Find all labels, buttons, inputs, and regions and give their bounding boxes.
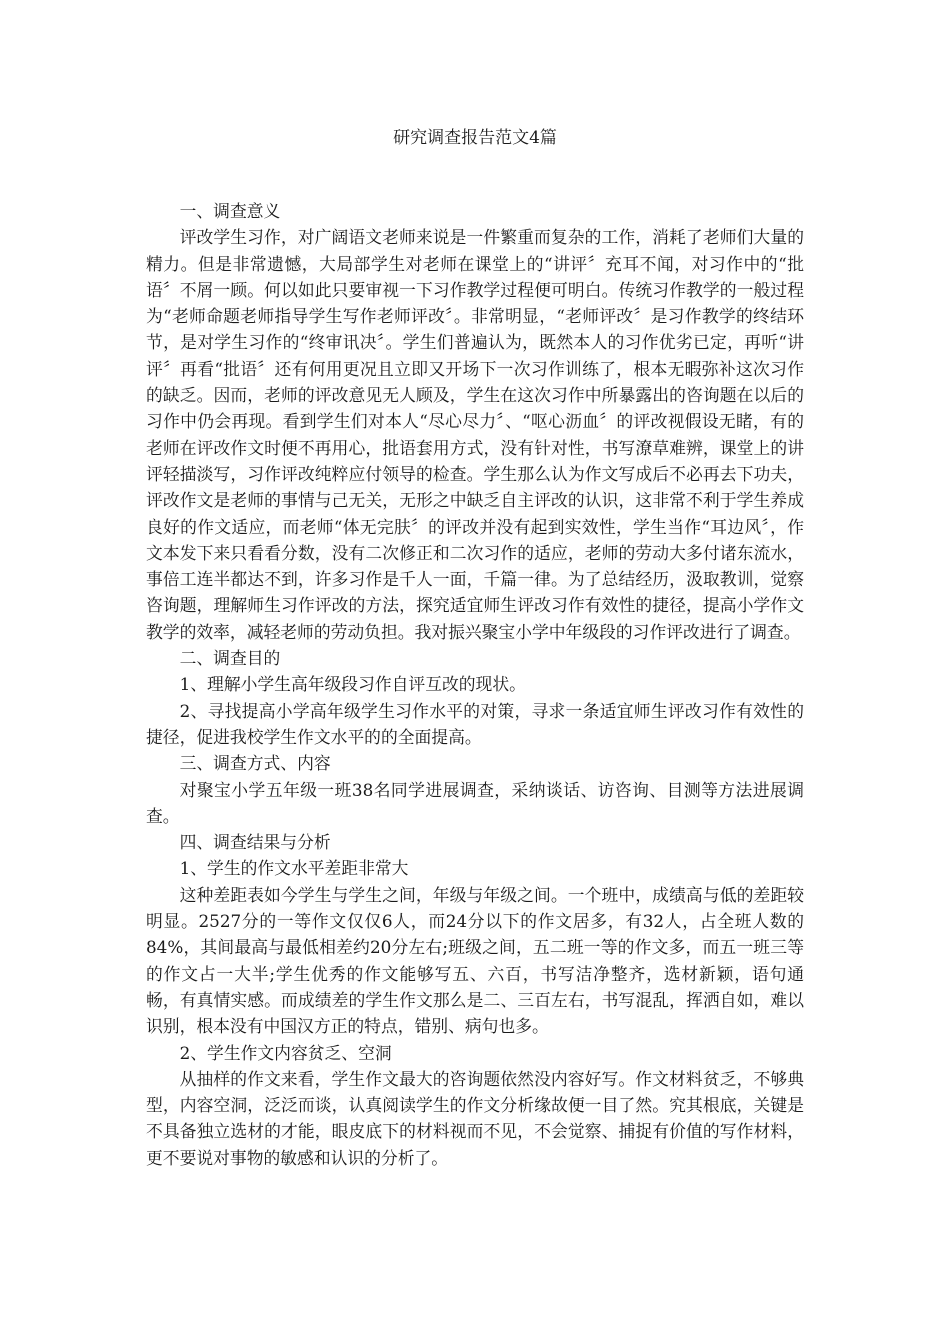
section-heading: 四、调查结果与分析 — [179, 832, 331, 853]
section-heading: 一、调查意义 — [179, 201, 281, 221]
section-heading: 二、调查目的 — [179, 648, 281, 669]
body-paragraph: 评改学生习作，对广阔语文老师来说是一件繁重而复杂的工作，消耗了老师们大量的精力。但是非常遗憾，大局部学生对老师在课堂上的“讲评〞充耳不闻，对习作中的“批语〞不屑一顾。何以如此只要审视一下习作教学过程便可明白。传统习作教学的一般过程为“老师命题老师指导学生写作老师评改〞。非常明显，“老师评改〞是习作教学的终结环节，是对学生习作的“终审讯决〞。学生们普遍认为，既然本人的习作优劣已定，再听“讲评〞再看“批语〞还有何用更况且立即又开场下一次习作训练了，根本无暇弥补这次习作的缺乏。因而，老师的评改意见无人顾及，学生在这次习作中所暴露出的咨询题在以后的习作中仍会再现。看到学生们对本人“尽心尽力〞、“呕心沥血〞的评改视假设无睹，有的老师在评改作文时便不再用心，批语套用方式，没有针对性，书写潦草难辨，课堂上的讲评轻描淡写，习作评改纯粹应付领导的检查。学生那么认为作文写成后不必再去下功夫，评改作文是老师的事情与己无关，无形之中缺乏自主评改的认识，这非常不利于学生养成良好的作文适应，而老师“体无完肤〞的评改并没有起到实效性，学生当作“耳边风〞，作文本发下来只看看分数，没有二次修正和二次习作的适应，老师的劳动大多付诸东流水，事倍工连半都达不到，许多习作是千人一面，千篇一律。为了总结经历，汲取教训，觉察咨询题，理解师生习作评改的方法，探究适宜师生评改习作有效性的捷径，提高小学作文教学的效率，减轻老师的劳动负担。我对振兴聚宝小学中年级段的习作评改进行了调查。 — [146, 227, 804, 642]
body-paragraph: 这种差距表如今学生与学生之间，年级与年级之间。一个班中，成绩高与低的差距较明显。2527分的一等作文仅仅6人，而24分以下的作文居多，有32人，占全班人数的84%，其间最高与最低相差约20分左右;班级之间，五二班一等的作文多，而五一班三等的作文占一大半;学生优秀的作文能够写五、六百，书写洁净整齐，选材新颖，语句通畅，有真情实感。而成绩差的学生作文那么是二、三百左右，书写混乱，挥洒自如，难以识别，根本没有中国汉方正的特点，错别、病句也多。 — [146, 884, 804, 1037]
list-item: 1、理解小学生高年级段习作自评互改的现状。 — [179, 674, 526, 695]
document-title: 研究调查报告范文4篇 — [393, 128, 557, 148]
subsection-heading: 2、学生作文内容贫乏、空洞 — [179, 1042, 392, 1063]
body-paragraph: 从抽样的作文来看，学生作文最大的咨询题依然没内容好写。作文材料贫乏，不够典型，内容空洞，泛泛而谈，认真阅读学生的作文分析缘故便一目了然。究其根底，关键是不具备独立选材的才能，眼皮底下的材料视而不见，不会觉察、捕捉有价值的写作材料，更不要说对事物的敏感和认识的分析了。 — [146, 1068, 804, 1168]
body-paragraph: 对聚宝小学五年级一班38名同学进展调查，采纳谈话、访咨询、目测等方法进展调查。 — [146, 779, 804, 826]
document-body — [146, 198, 804, 1171]
subsection-heading: 1、学生的作文水平差距非常大 — [179, 858, 409, 879]
list-item: 2、寻找提高小学高年级学生习作水平的对策，寻求一条适宜师生评改习作有效性的捷径，促进我校学生作文水平的的全面提高。 — [146, 700, 804, 747]
section-heading: 三、调查方式、内容 — [179, 753, 331, 774]
